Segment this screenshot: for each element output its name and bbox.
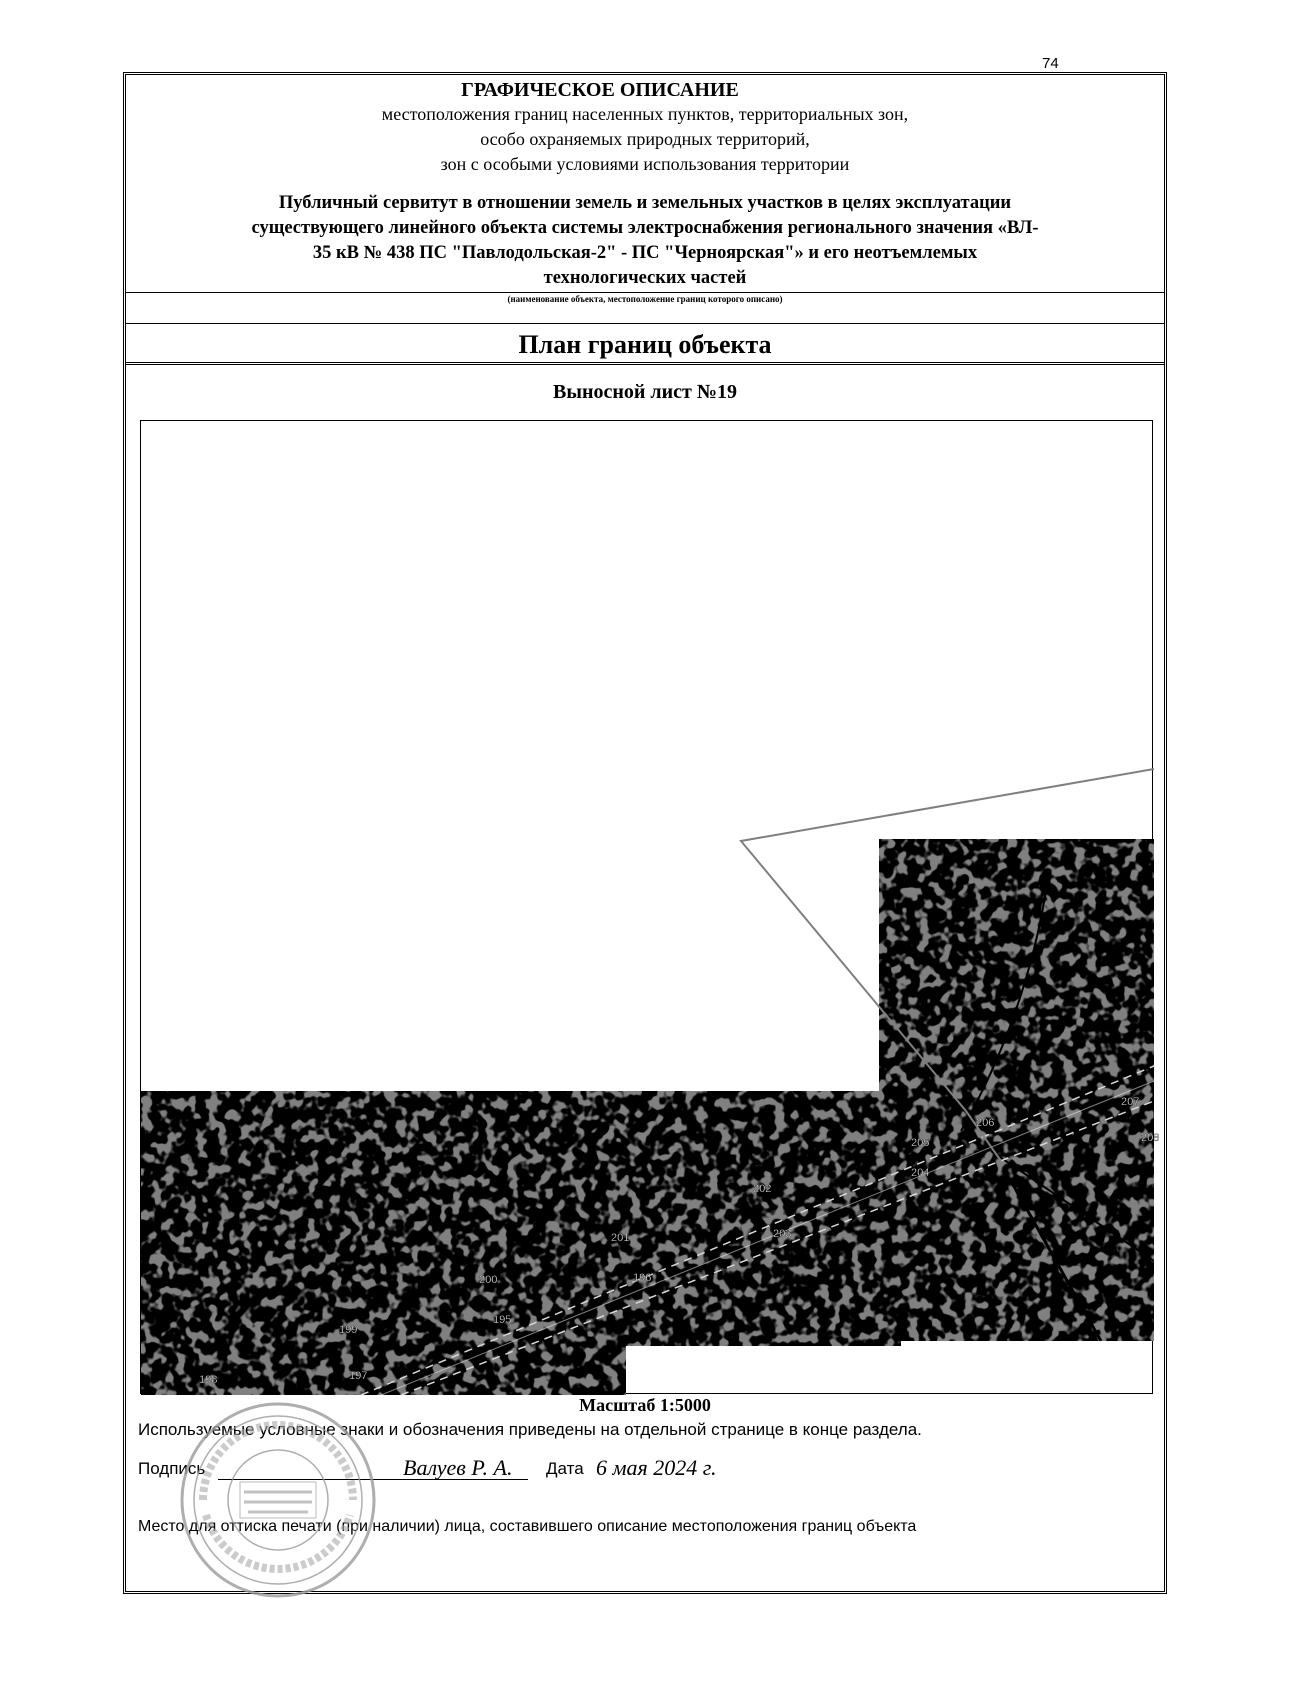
point-label: 197 [349, 1370, 368, 1382]
point-label: 204 [911, 1167, 930, 1179]
plan-title: План границ объекта [518, 330, 772, 359]
divider-line [126, 323, 1164, 324]
object-name-line-4: технологических частей [543, 268, 747, 288]
aerial-image [141, 821, 1154, 1395]
point-label: 202 [753, 1183, 772, 1195]
map-svg [141, 421, 1160, 1395]
subtitle-line-1: местоположения границ населенных пунктов, территориальных зон, [381, 104, 909, 124]
date-value: 6 мая 2024 г. [596, 1455, 717, 1480]
divider-line [126, 292, 1164, 293]
signature-label: Подпись [138, 1459, 206, 1478]
point-label: 195 [493, 1314, 512, 1326]
point-label: 201 [611, 1232, 630, 1244]
seal-icon [178, 1400, 378, 1600]
point-label: 203 [773, 1228, 792, 1240]
document-title: ГРАФИЧЕСКОЕ ОПИСАНИЕ [461, 79, 739, 101]
signer-name: Валуев Р. А. [403, 1455, 513, 1480]
date-label: Дата [546, 1459, 584, 1478]
legend-note: Используемые условные знаки и обозначения приведены на отдельной странице в конце раздела. [138, 1420, 922, 1439]
subtitle-line-3: зон с особыми условиями использования территории [440, 154, 850, 174]
point-label: 207 [1121, 1096, 1140, 1108]
sheet-title: Выносной лист №19 [553, 381, 737, 403]
map-scale: Масштаб 1:5000 [579, 1395, 711, 1415]
object-name-line-2: существующего линейного объекта системы электроснабжения регионального значения «ВЛ- [251, 218, 1039, 238]
point-label: 208 [1141, 1132, 1160, 1144]
point-label: 199 [339, 1324, 358, 1336]
object-name-line-1: Публичный сервитут в отношении земель и земельных участков в целях эксплуатации [278, 193, 1012, 213]
stamp-place-note: Место для оттиска печати (при наличии) лица, составившего описание местоположения границ объекта [138, 1518, 917, 1535]
point-label: 205 [911, 1137, 930, 1149]
point-label: 198 [199, 1374, 218, 1386]
page-number: 74 [1042, 55, 1059, 72]
point-label: 196 [633, 1272, 652, 1284]
point-label: 206 [976, 1117, 995, 1129]
object-name-line-3: 35 кВ № 438 ПС "Павлодольская-2" - ПС "Черноярская"» и его неотъемлемых [312, 243, 978, 263]
point-label: 200 [479, 1274, 498, 1286]
map-area [140, 420, 1160, 1394]
divider-line [126, 362, 1164, 365]
object-name [150, 191, 1140, 291]
object-name-caption: (наименование объекта, местоположение границ которого описано) [507, 294, 783, 304]
subtitle-line-2: особо охраняемых природных территорий, [480, 129, 810, 149]
